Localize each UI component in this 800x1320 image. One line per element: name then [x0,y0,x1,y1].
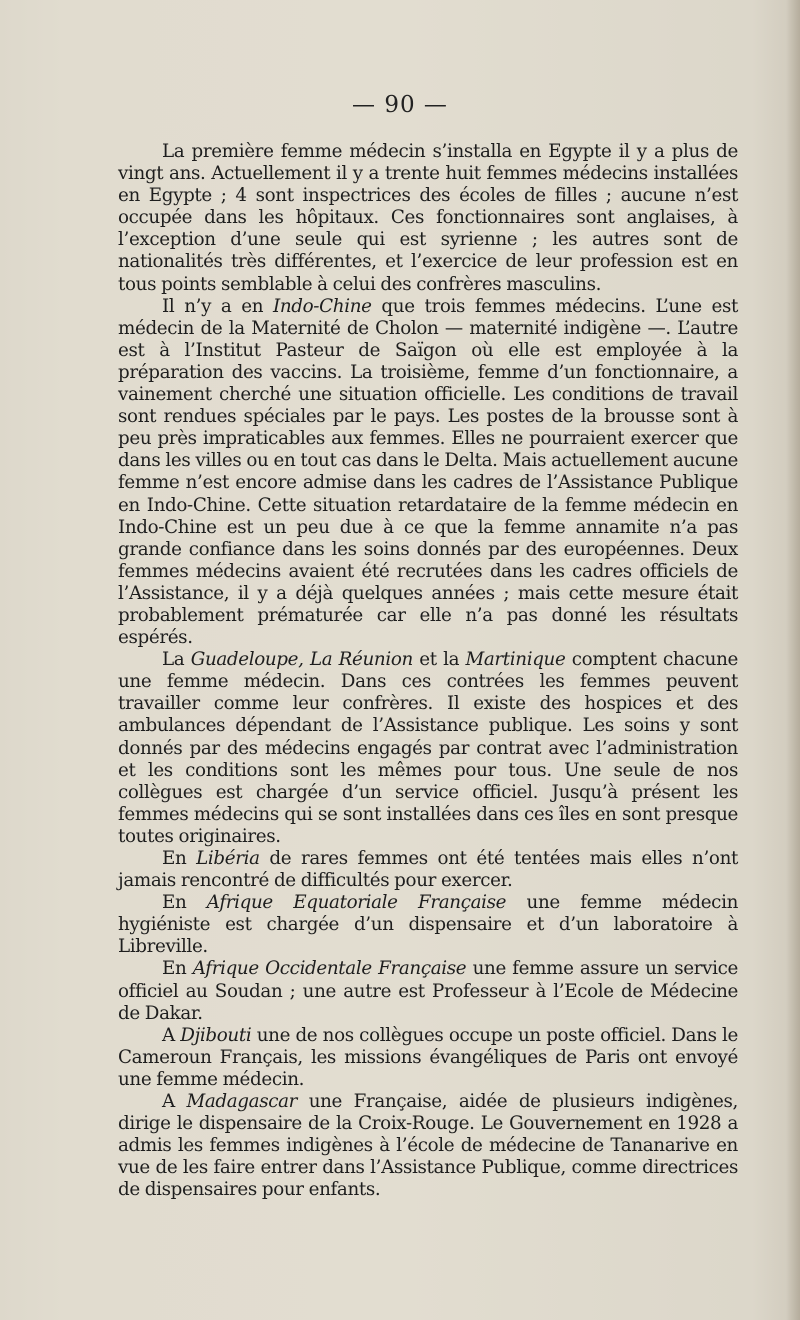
text-run: et la [412,649,466,671]
text-run: une Française, aidée de plusieurs indigènes, dirige le dispensaire de la Croix-Rouge. Le Gouvernement en 1928 a admis les femmes indigènes à l’école de médecine de Tananarive en vue de les faire entrer dans l’Assistance Publique, comme directrices de dispensaires pour enfants. [118,1091,738,1201]
text-run: comptent chacune une femme médecin. Dans ces contrées les femmes peuvent travailler comme leur confrères. Il existe des hospices et des ambulances dépendant de l’Assistance publique. Les soins y sont donnés par des médecins engagés par contrat avec l’administration et les conditions sont les mêmes pour tous. Une seule de nos collègues est chargée d’un service officiel. Jusqu’à présent les femmes médecins qui se sont installées dans ces îles en sont presque toutes originaires. [118,649,738,847]
paragraph [118,141,738,296]
body-text [118,141,738,1202]
text-run: La [162,649,191,671]
place-name-italic: Madagascar [186,1091,298,1113]
paragraph [118,1091,738,1201]
page-number: — 90 — [352,92,448,118]
paragraph [118,296,738,650]
page-edge-shadow [786,0,800,1320]
place-name-italic: Guadeloupe, La Réunion [190,649,413,671]
place-name-italic: Martinique [465,649,566,671]
text-run: La première femme médecin s’installa en Egypte il y a plus de vingt ans. Actuellement il y a trente huit femmes médecins installées en Egypte ; 4 sont inspectrices des écoles de filles ; aucune n’est occupée dans les hôpitaux. Ces fonctionnaires sont anglaises, à l’exception d’une seule qui est syrienne ; les autres sont de nationalités très différentes, et l’exercice de leur profession est en tous points semblable à celui des confrères masculins. [118,141,738,295]
text-run: En [162,892,207,914]
text-run: Il n’y a en [162,295,273,317]
text-run: En [162,958,193,980]
place-name-italic: Afrique Equatoriale Française [206,892,507,914]
place-name-italic: Djibouti [180,1024,252,1046]
text-run: A [162,1024,181,1046]
paragraph [118,958,738,1024]
place-name-italic: Libéria [196,848,260,869]
text-run: une femme assure un service officiel au Soudan ; une autre est Professeur à l’Ecole de Médecine de Dakar. [118,958,738,1024]
text-run: une femme médecin hygiéniste est chargée d’un dispensaire et d’un laboratoire à Libreville. [118,892,738,958]
text-run: une de nos collègues occupe un poste officiel. Dans le Cameroun Français, les missions évangéliques de Paris ont envoyé une femme médecin. [118,1024,738,1090]
place-name-italic: Afrique Occidentale Française [192,958,467,980]
paragraph [118,649,738,848]
text-run: A [162,1091,187,1113]
paragraph [118,892,738,958]
text-run: de rares femmes ont été tentées mais elles n’ont jamais rencontré de difficultés pour exercer. [118,848,738,892]
text-run: En [162,848,197,869]
place-name-italic: Indo-Chine [273,295,372,317]
paragraph [118,848,738,892]
text-run: que trois femmes médecins. L’une est médecin de la Maternité de Cholon — maternité indigène —. L’autre est à l’Institut Pasteur de Saïgon où elle est employée à la préparation des vaccins. La troisième, femme d’un fonctionnaire, a vainement cherché une situation officielle. Les conditions de travail sont rendues spéciales par le pays. Les postes de la brousse sont à peu près impraticables aux femmes. Elles ne pourraient exercer que dans les villes ou en tout cas dans le Delta. Mais actuellement aucune femme n’est encore admise dans les cadres de l’Assistance Publique en Indo-Chine. Cette situation retardataire de la femme médecin en Indo-Chine est un peu due à ce que la femme annamite n’a pas grande confiance dans les soins donnés par des européennes. Deux femmes médecins avaient été recrutées dans les cadres officiels de l’Assistance, il y a déjà quelques années ; mais cette mesure était probablement prématurée car elle n’a pas donné les résultats espérés. [118,295,738,649]
paragraph [118,1025,738,1091]
